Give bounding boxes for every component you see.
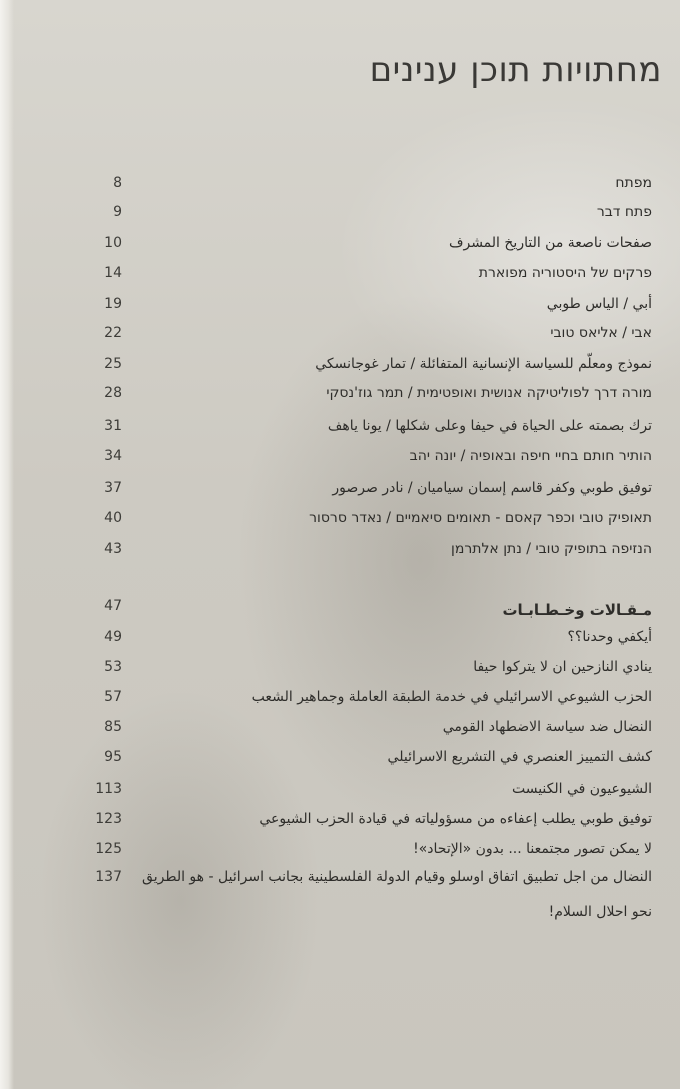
page-number: 57	[104, 689, 122, 705]
page-number: 8	[113, 175, 122, 191]
toc-entry	[0, 866, 680, 894]
entry-title: פתח דבר	[596, 204, 652, 220]
entry-title: מורה דרך לפוליטיקה אנושית ואופטימית / תמר גוז'נסקי	[326, 385, 652, 401]
page-number: 34	[104, 448, 122, 464]
page-number: 9	[113, 204, 122, 220]
page-number: 125	[95, 841, 122, 857]
page-number: 37	[104, 480, 122, 496]
page-number: 113	[95, 781, 122, 797]
entry-title: أبي / الياس طوبي	[546, 296, 652, 312]
page-number: 95	[104, 749, 122, 765]
entry-title: ترك بصمته على الحياة في حيفا وعلى شكلها / يونا ياهف	[327, 418, 652, 434]
entry-title: لا يمكن تصور مجتمعنا ... بدون «الإتحاد»!	[413, 841, 652, 857]
toc-entry	[0, 172, 680, 200]
toc-entry	[0, 262, 680, 290]
toc-entry	[0, 477, 680, 505]
toc-entry	[0, 838, 680, 866]
toc-entry	[0, 201, 680, 229]
toc-entry	[0, 415, 680, 443]
page-number: 43	[104, 541, 122, 557]
entry-title-continuation: نحو احلال السلام!	[548, 904, 652, 920]
page-title: מחתויות תוכן ענינים	[369, 50, 662, 90]
page-number: 22	[104, 325, 122, 341]
page-number: 25	[104, 356, 122, 372]
page-number: 40	[104, 510, 122, 526]
page-number: 19	[104, 296, 122, 312]
toc-entry	[0, 445, 680, 473]
page-number: 123	[95, 811, 122, 827]
toc-entry	[0, 353, 680, 381]
entry-title: نموذج ومعلّم للسياسة الإنسانية المتفائلة / تمار غوجانسكي	[315, 356, 652, 372]
toc-entry	[0, 382, 680, 410]
toc-entry	[0, 686, 680, 714]
entry-title: الشيوعيون في الكنيست	[511, 781, 652, 797]
toc-entry	[0, 507, 680, 535]
entry-title: توفيق طوبي وكفر قاسم إسمان سياميان / نادر صرصور	[332, 480, 652, 496]
entry-title: אבי / אליאס טובי	[550, 325, 652, 341]
entry-title: الحزب الشيوعي الاسرائيلي في خدمة الطبقة العاملة وجماهير الشعب	[251, 689, 652, 705]
page-number: 53	[104, 659, 122, 675]
entry-title: מפתח	[615, 175, 652, 191]
entry-title: פרקים של היסטוריה מפוארת	[478, 265, 652, 281]
page-number: 10	[104, 235, 122, 251]
toc-entry	[0, 626, 680, 654]
toc-entry	[0, 778, 680, 806]
section-heading: مـقـالات وخـطـابـات	[502, 601, 652, 619]
entry-title: أيكفي وحدنا؟؟	[567, 629, 652, 645]
section-page-number: 47	[104, 598, 122, 614]
entry-title: النضال من اجل تطبيق اتفاق اوسلو وقيام الدولة الفلسطينية بجانب اسرائيل - هو الطريق	[142, 869, 652, 885]
entry-title: ينادي النازحين ان لا يتركوا حيفا	[473, 659, 652, 675]
toc-entry	[0, 293, 680, 321]
page-number: 14	[104, 265, 122, 281]
toc-entry	[0, 322, 680, 350]
entry-title: הותיר חותם בחיי חיפה ובאופיה / יונה יהב	[409, 448, 652, 464]
entry-title: كشف التمييز العنصري في التشريع الاسرائيلي	[387, 749, 652, 765]
page-number: 137	[95, 869, 122, 885]
entry-title: صفحات ناصعة من التاريخ المشرف	[448, 235, 652, 251]
toc-entry	[0, 716, 680, 744]
toc-entry	[0, 232, 680, 260]
entry-title: توفيق طوبي يطلب إعفاءه من مسؤولياته في قيادة الحزب الشيوعي	[259, 811, 652, 827]
page-number: 28	[104, 385, 122, 401]
toc-entry	[0, 538, 680, 566]
toc-entry	[0, 656, 680, 684]
entry-title: النضال ضد سياسة الاضطهاد القومي	[442, 719, 652, 735]
toc-entry	[0, 808, 680, 836]
toc-entry	[0, 746, 680, 774]
page-number: 31	[104, 418, 122, 434]
entry-title: הנזיפה בתופיק טובי / נתן אלתרמן	[451, 541, 652, 557]
page-number: 85	[104, 719, 122, 735]
page-number: 49	[104, 629, 122, 645]
entry-title: תאופיק טובי וכפר קאסם - תאומים סיאמיים / נאדר סרסור	[309, 510, 652, 526]
